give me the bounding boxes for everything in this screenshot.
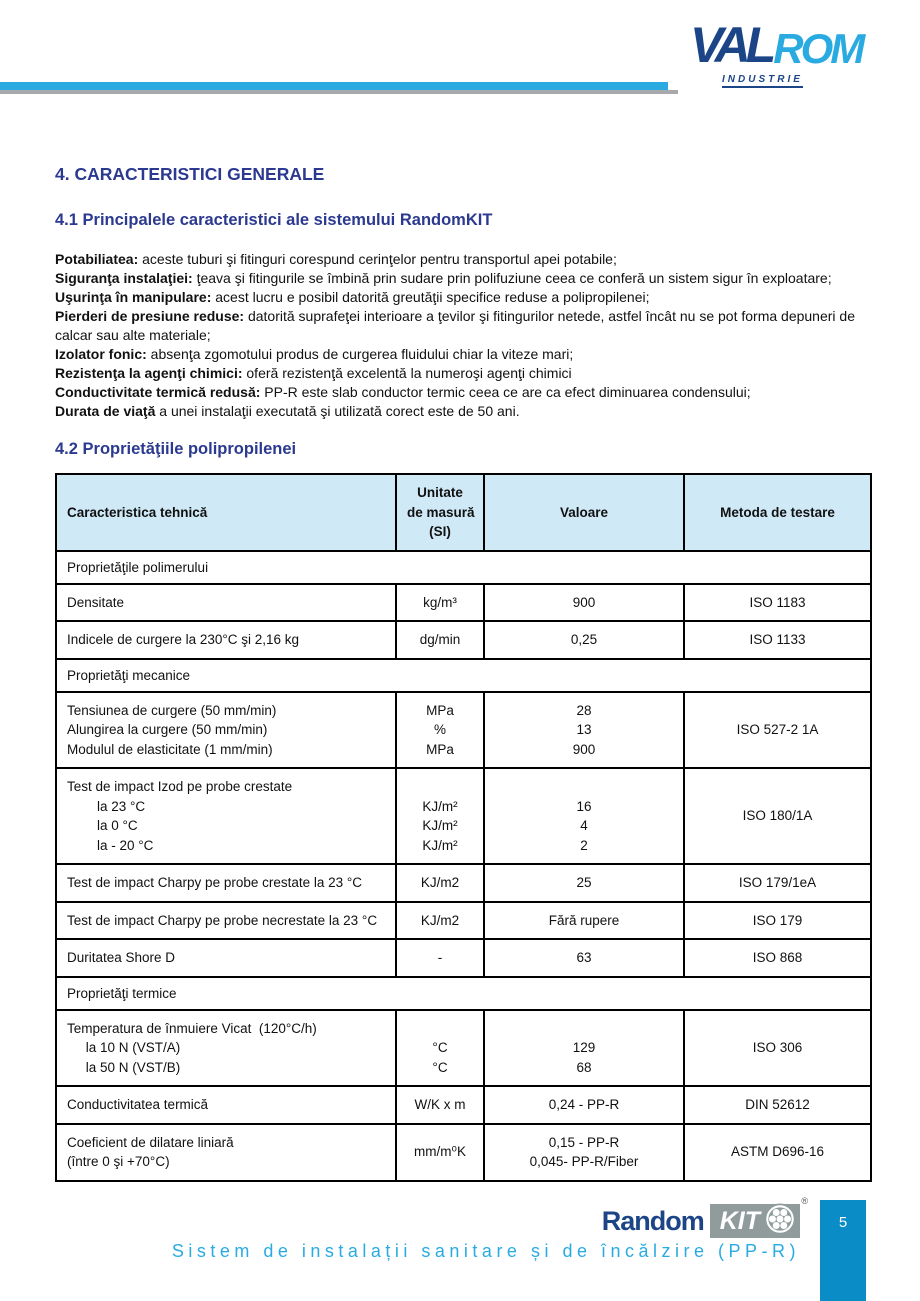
cell-line: ISO 1183	[749, 594, 806, 610]
value-cell	[484, 902, 684, 940]
cell-line: Test de impact Charpy pe probe necrestate la 23 °C	[67, 912, 378, 928]
page-number: 5	[838, 1214, 848, 1231]
cell-line: la 0 °C	[67, 818, 138, 833]
feature-item: Izolator fonic: absenţa zgomotului produs de curgerea fluidului chiar la viteze mari;	[55, 346, 574, 362]
feature-item: Conductivitate termică redusă: PP-R este slab conductor termic ceea ce are ca efect diminuarea condensului;	[55, 384, 751, 400]
table-row	[56, 768, 871, 864]
method-cell	[684, 902, 871, 940]
cell-line: kg/m³	[423, 594, 457, 610]
value-cell	[484, 1010, 684, 1087]
properties-table-wrapper	[55, 473, 870, 1182]
header-line: Metoda de testare	[720, 504, 835, 520]
cell-line: Alungirea la curgere (50 mm/min)	[67, 722, 268, 737]
value-cell	[484, 864, 684, 902]
cell-line: 129	[572, 1040, 596, 1055]
cell-line: ISO 306	[752, 1040, 803, 1055]
characteristic-cell	[56, 768, 396, 864]
method-cell	[684, 939, 871, 977]
cell-line: KJ/m²	[422, 818, 458, 833]
cell-line: dg/min	[419, 632, 461, 647]
cell-line: (între 0 şi +70°C)	[67, 1154, 170, 1169]
cell-line: mm/m⁰K	[414, 1144, 466, 1160]
feature-label: Uşurinţa în manipulare:	[55, 289, 212, 305]
feature-item: Uşurinţa în manipulare: acest lucru e posibil datorită greutăţii specifice reduse a polipropilenei;	[55, 289, 650, 305]
cell-line: 0,045- PP-R/Fiber	[529, 1154, 639, 1169]
logo-val-text: VAL	[690, 17, 772, 73]
randomkit-kit-text: KIT	[719, 1206, 760, 1235]
cell-line: la 23 °C	[67, 798, 146, 814]
cell-line: Indicele de curgere la 230°C şi 2,16 kg	[67, 632, 300, 647]
method-cell	[684, 584, 871, 622]
valrom-logo	[690, 17, 890, 98]
cell-line: 4	[580, 818, 588, 833]
characteristic-cell	[56, 902, 396, 940]
cell-line: DIN 52612	[745, 1097, 810, 1112]
section-heading-4: 4. CARACTERISTICI GENERALE	[55, 164, 325, 184]
characteristic-cell	[56, 1124, 396, 1181]
table-row	[56, 621, 871, 659]
section-heading-4-2: 4.2 Proprietăţiile polipropilenei	[55, 440, 297, 458]
column-header	[484, 474, 684, 551]
feature-label: Durata de viaţă	[55, 403, 156, 419]
section-row	[56, 551, 871, 584]
table-head	[56, 474, 871, 551]
logo-rom-text: ROM	[773, 25, 863, 72]
characteristic-cell	[56, 584, 396, 622]
cell-line: 68	[576, 1059, 592, 1075]
cell-line: ISO 527-2 1A	[736, 722, 819, 737]
cell-line: Modulul de elasticitate (1 mm/min)	[67, 741, 273, 757]
feature-label: Conductivitate termică redusă:	[55, 384, 261, 400]
method-cell	[684, 1124, 871, 1181]
characteristic-cell	[56, 864, 396, 902]
unit-cell	[396, 1086, 484, 1124]
cell-line: Temperatura de înmuiere Vicat (120°C/h)	[67, 1020, 317, 1036]
cell-line: KJ/m2	[420, 875, 460, 890]
table-row	[56, 584, 871, 622]
cell-line: 63	[576, 950, 592, 965]
cell-line: -	[437, 950, 443, 965]
method-cell	[684, 1086, 871, 1124]
cell-line: Fără rupere	[548, 912, 620, 928]
cell-line: ISO 868	[752, 950, 803, 965]
cell-line: ISO 180/1A	[742, 808, 813, 824]
value-cell	[484, 692, 684, 769]
cell-line: °C	[432, 1059, 448, 1075]
cell-line: KJ/m2	[420, 912, 460, 928]
cell-line: °C	[432, 1040, 448, 1055]
cell-line: 0,25	[570, 632, 598, 647]
header-accent-bar	[0, 82, 668, 90]
feature-label: Siguranţa instalaţiei:	[55, 270, 193, 286]
value-cell	[484, 939, 684, 977]
cell-line: ISO 1133	[749, 632, 806, 647]
feature-item: Durata de viaţă a unei instalaţii executată şi utilizată corect este de 50 ani.	[55, 403, 520, 419]
cell-line: MPa	[426, 741, 454, 757]
cell-line: 2	[580, 837, 588, 853]
column-header	[684, 474, 871, 551]
cell-line: Coeficient de dilatare liniară	[67, 1134, 234, 1150]
characteristic-cell	[56, 621, 396, 659]
header-line: Valoare	[559, 504, 609, 520]
randomkit-random-text: Random	[601, 1205, 704, 1236]
feature-item: Pierderi de presiune reduse: datorită suprafeţei interioare a ţevilor şi fitingurilor netede, astfel încât nu se pot forma depuneri de calcar sau alte materiale;	[55, 308, 855, 343]
cell-line: KJ/m²	[422, 798, 458, 814]
value-cell	[484, 768, 684, 864]
table-row	[56, 1010, 871, 1087]
unit-cell	[396, 768, 484, 864]
footer-tagline: Sistem de instalații sanitare și de încălzire (PP-R)	[171, 1241, 800, 1261]
cell-line	[407, 777, 473, 797]
cell-line: %	[433, 722, 446, 737]
header-line: Caracteristica tehnică	[67, 504, 208, 520]
cell-line: Duritatea Shore D	[67, 950, 176, 965]
cell-line: 900	[572, 594, 596, 610]
cell-line: ISO 179	[752, 912, 803, 928]
characteristic-cell	[56, 692, 396, 769]
table-body	[56, 551, 871, 1181]
header-line: (SI)	[429, 524, 451, 539]
method-cell	[684, 1010, 871, 1087]
header-shadow-bar	[0, 90, 678, 94]
section-label-cell: Proprietăţi mecanice	[56, 659, 871, 692]
cell-line	[407, 1019, 473, 1039]
cell-line: 28	[576, 702, 592, 718]
value-cell	[484, 1086, 684, 1124]
cell-line: MPa	[426, 702, 454, 718]
column-header	[56, 474, 396, 551]
section-label-cell: Proprietăţile polimerului	[56, 551, 871, 584]
properties-table	[55, 473, 872, 1182]
method-cell	[684, 768, 871, 864]
cell-line: W/K x m	[414, 1097, 466, 1112]
unit-cell	[396, 1124, 484, 1181]
unit-cell	[396, 692, 484, 769]
header-line: Unitate	[417, 485, 463, 500]
table-row	[56, 864, 871, 902]
registered-mark: ®	[801, 1196, 808, 1206]
table-row	[56, 692, 871, 769]
cell-line: KJ/m²	[422, 837, 458, 853]
randomkit-kit-box	[710, 1196, 808, 1238]
cell-line: la - 20 °C	[67, 837, 154, 853]
value-cell	[484, 1124, 684, 1181]
table-row	[56, 939, 871, 977]
feature-item: Potabiliatea: aceste tuburi şi fitinguri corespund cerinţelor pentru transportul apei potabile;	[55, 251, 617, 267]
cell-line: 900	[572, 741, 596, 757]
logo-industrie-text: INDUSTRIE	[722, 75, 803, 88]
cell-line: 16	[576, 798, 592, 814]
method-cell	[684, 864, 871, 902]
unit-cell	[396, 621, 484, 659]
cell-line: Test de impact Charpy pe probe crestate la 23 °C	[67, 875, 363, 890]
cell-line: 25	[576, 875, 592, 890]
randomkit-logo	[601, 1196, 808, 1239]
column-header	[396, 474, 484, 551]
cell-line	[495, 777, 673, 797]
table-row	[56, 1086, 871, 1124]
section-row	[56, 977, 871, 1010]
section-row	[56, 659, 871, 692]
cell-line: ASTM D696-16	[730, 1144, 825, 1160]
cell-line: Tensiunea de curgere (50 mm/min)	[67, 702, 277, 718]
cell-line: 0,24 - PP-R	[548, 1097, 620, 1112]
unit-cell	[396, 902, 484, 940]
feature-label: Izolator fonic:	[55, 346, 147, 362]
table-row	[56, 1124, 871, 1181]
method-cell	[684, 621, 871, 659]
table-header-row	[56, 474, 871, 551]
feature-label: Pierderi de presiune reduse:	[55, 308, 245, 324]
cell-line: la 50 N (VST/B)	[67, 1059, 181, 1075]
unit-cell	[396, 939, 484, 977]
page-number-bar	[820, 1200, 866, 1301]
unit-cell	[396, 1010, 484, 1087]
valrom-logo-text	[690, 17, 890, 73]
cell-line	[495, 1019, 673, 1039]
section-label-cell: Proprietăţi termice	[56, 977, 871, 1010]
cell-line: 13	[576, 722, 592, 737]
feature-label: Potabiliatea:	[55, 251, 139, 267]
table-row	[56, 902, 871, 940]
feature-item: Rezistenţa la agenţi chimici: oferă rezistenţă excelentă la numeroşi agenţi chimici	[55, 365, 572, 381]
pipe-bundle-icon	[764, 1203, 796, 1240]
feature-label: Rezistenţa la agenţi chimici:	[55, 365, 243, 381]
value-cell	[484, 621, 684, 659]
cell-line: ISO 179/1eA	[738, 875, 817, 890]
characteristic-cell	[56, 1010, 396, 1087]
method-cell	[684, 692, 871, 769]
cell-line: Densitate	[67, 594, 125, 610]
feature-list	[55, 250, 873, 421]
cell-line: Conductivitatea termică	[67, 1097, 209, 1112]
characteristic-cell	[56, 1086, 396, 1124]
section-heading-4-1: 4.1 Principalele caracteristici ale sistemului RandomKIT	[55, 211, 493, 229]
header-line: de masură	[407, 504, 475, 520]
characteristic-cell	[56, 939, 396, 977]
value-cell	[484, 584, 684, 622]
feature-item: Siguranţa instalaţiei: ţeava şi fitingurile se îmbină prin sudare prin polifuziune ceea ce conferă un sistem sigur în exploatare;	[55, 270, 832, 286]
cell-line: Test de impact Izod pe probe crestate	[67, 779, 293, 794]
unit-cell	[396, 864, 484, 902]
unit-cell	[396, 584, 484, 622]
cell-line: la 10 N (VST/A)	[67, 1040, 181, 1055]
cell-line: 0,15 - PP-R	[548, 1134, 620, 1150]
